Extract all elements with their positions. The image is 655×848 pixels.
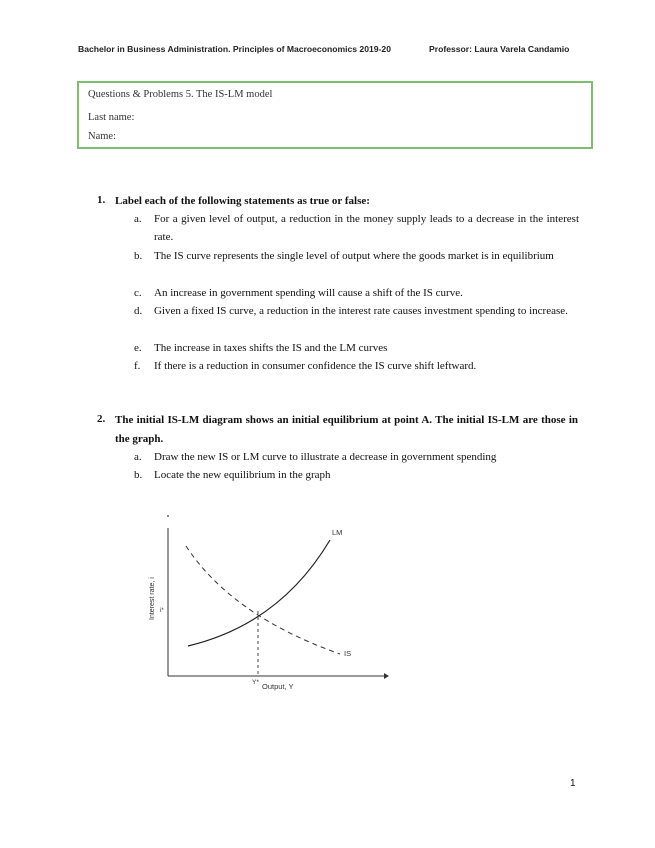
item-label: a. [134,451,142,463]
student-info-box [77,81,593,149]
question-2-number: 2. [97,413,106,425]
q1-item-d [134,302,579,320]
question-1-title: Label each of the following statements as true or false: [115,195,370,207]
item-label: e. [134,342,142,354]
item-label: b. [134,250,143,262]
item-label: b. [134,469,143,481]
q1-item-e [134,339,579,357]
assignment-title: Questions & Problems 5. The IS-LM model [88,89,273,100]
item-text: Locate the new equilibrium in the graph [154,469,331,481]
lm-curve [188,540,330,646]
q2-item-b [134,466,579,484]
is-label: IS [344,649,352,658]
q1-item-b [134,247,579,265]
item-text: Given a fixed IS curve, a reduction in the interest rate causes investment spending to increase. [154,305,568,317]
item-label: c. [134,287,142,299]
question-2-title: The initial IS-LM diagram shows an initial equilibrium at point A. The initial IS-LM are those in the graph. [115,414,578,445]
course-title: Bachelor in Business Administration. Principles of Macroeconomics 2019-20 [78,44,391,54]
question-1-number: 1. [97,194,106,206]
is-curve [186,546,340,654]
last-name-label: Last name: [88,112,135,123]
y-star-label: Y* [252,679,259,686]
item-text: The increase in taxes shifts the IS and the LM curves [154,342,388,354]
y-axis-label: Interest rate, i [149,577,156,620]
stray-dot [167,515,169,517]
q1-item-f [134,357,579,375]
page-number: 1 [570,778,576,789]
x-axis-arrow [384,673,389,679]
item-text: If there is a reduction in consumer confidence the IS curve shift leftward. [154,360,477,372]
item-label: a. [134,213,142,225]
is-lm-graph [140,508,400,698]
item-text: Draw the new IS or LM curve to illustrate a decrease in government spending [154,451,497,463]
professor-name: Professor: Laura Varela Candamio [429,44,570,54]
q2-item-a [134,448,579,466]
x-axis-label: Output, Y [262,682,294,691]
lm-label: LM [332,528,343,537]
item-text: The IS curve represents the single level of output where the goods market is in equilibrium [154,250,554,262]
i-star-label: i* [160,608,164,614]
item-label: d. [134,305,143,317]
item-text: An increase in government spending will cause a shift of the IS curve. [154,287,463,299]
name-label: Name: [88,131,116,142]
item-text: For a given level of output, a reduction in the money supply leads to a decrease in the interest rate. [154,213,579,243]
item-label: f. [134,360,141,372]
q1-item-a [134,210,579,246]
q1-item-c [134,284,579,302]
